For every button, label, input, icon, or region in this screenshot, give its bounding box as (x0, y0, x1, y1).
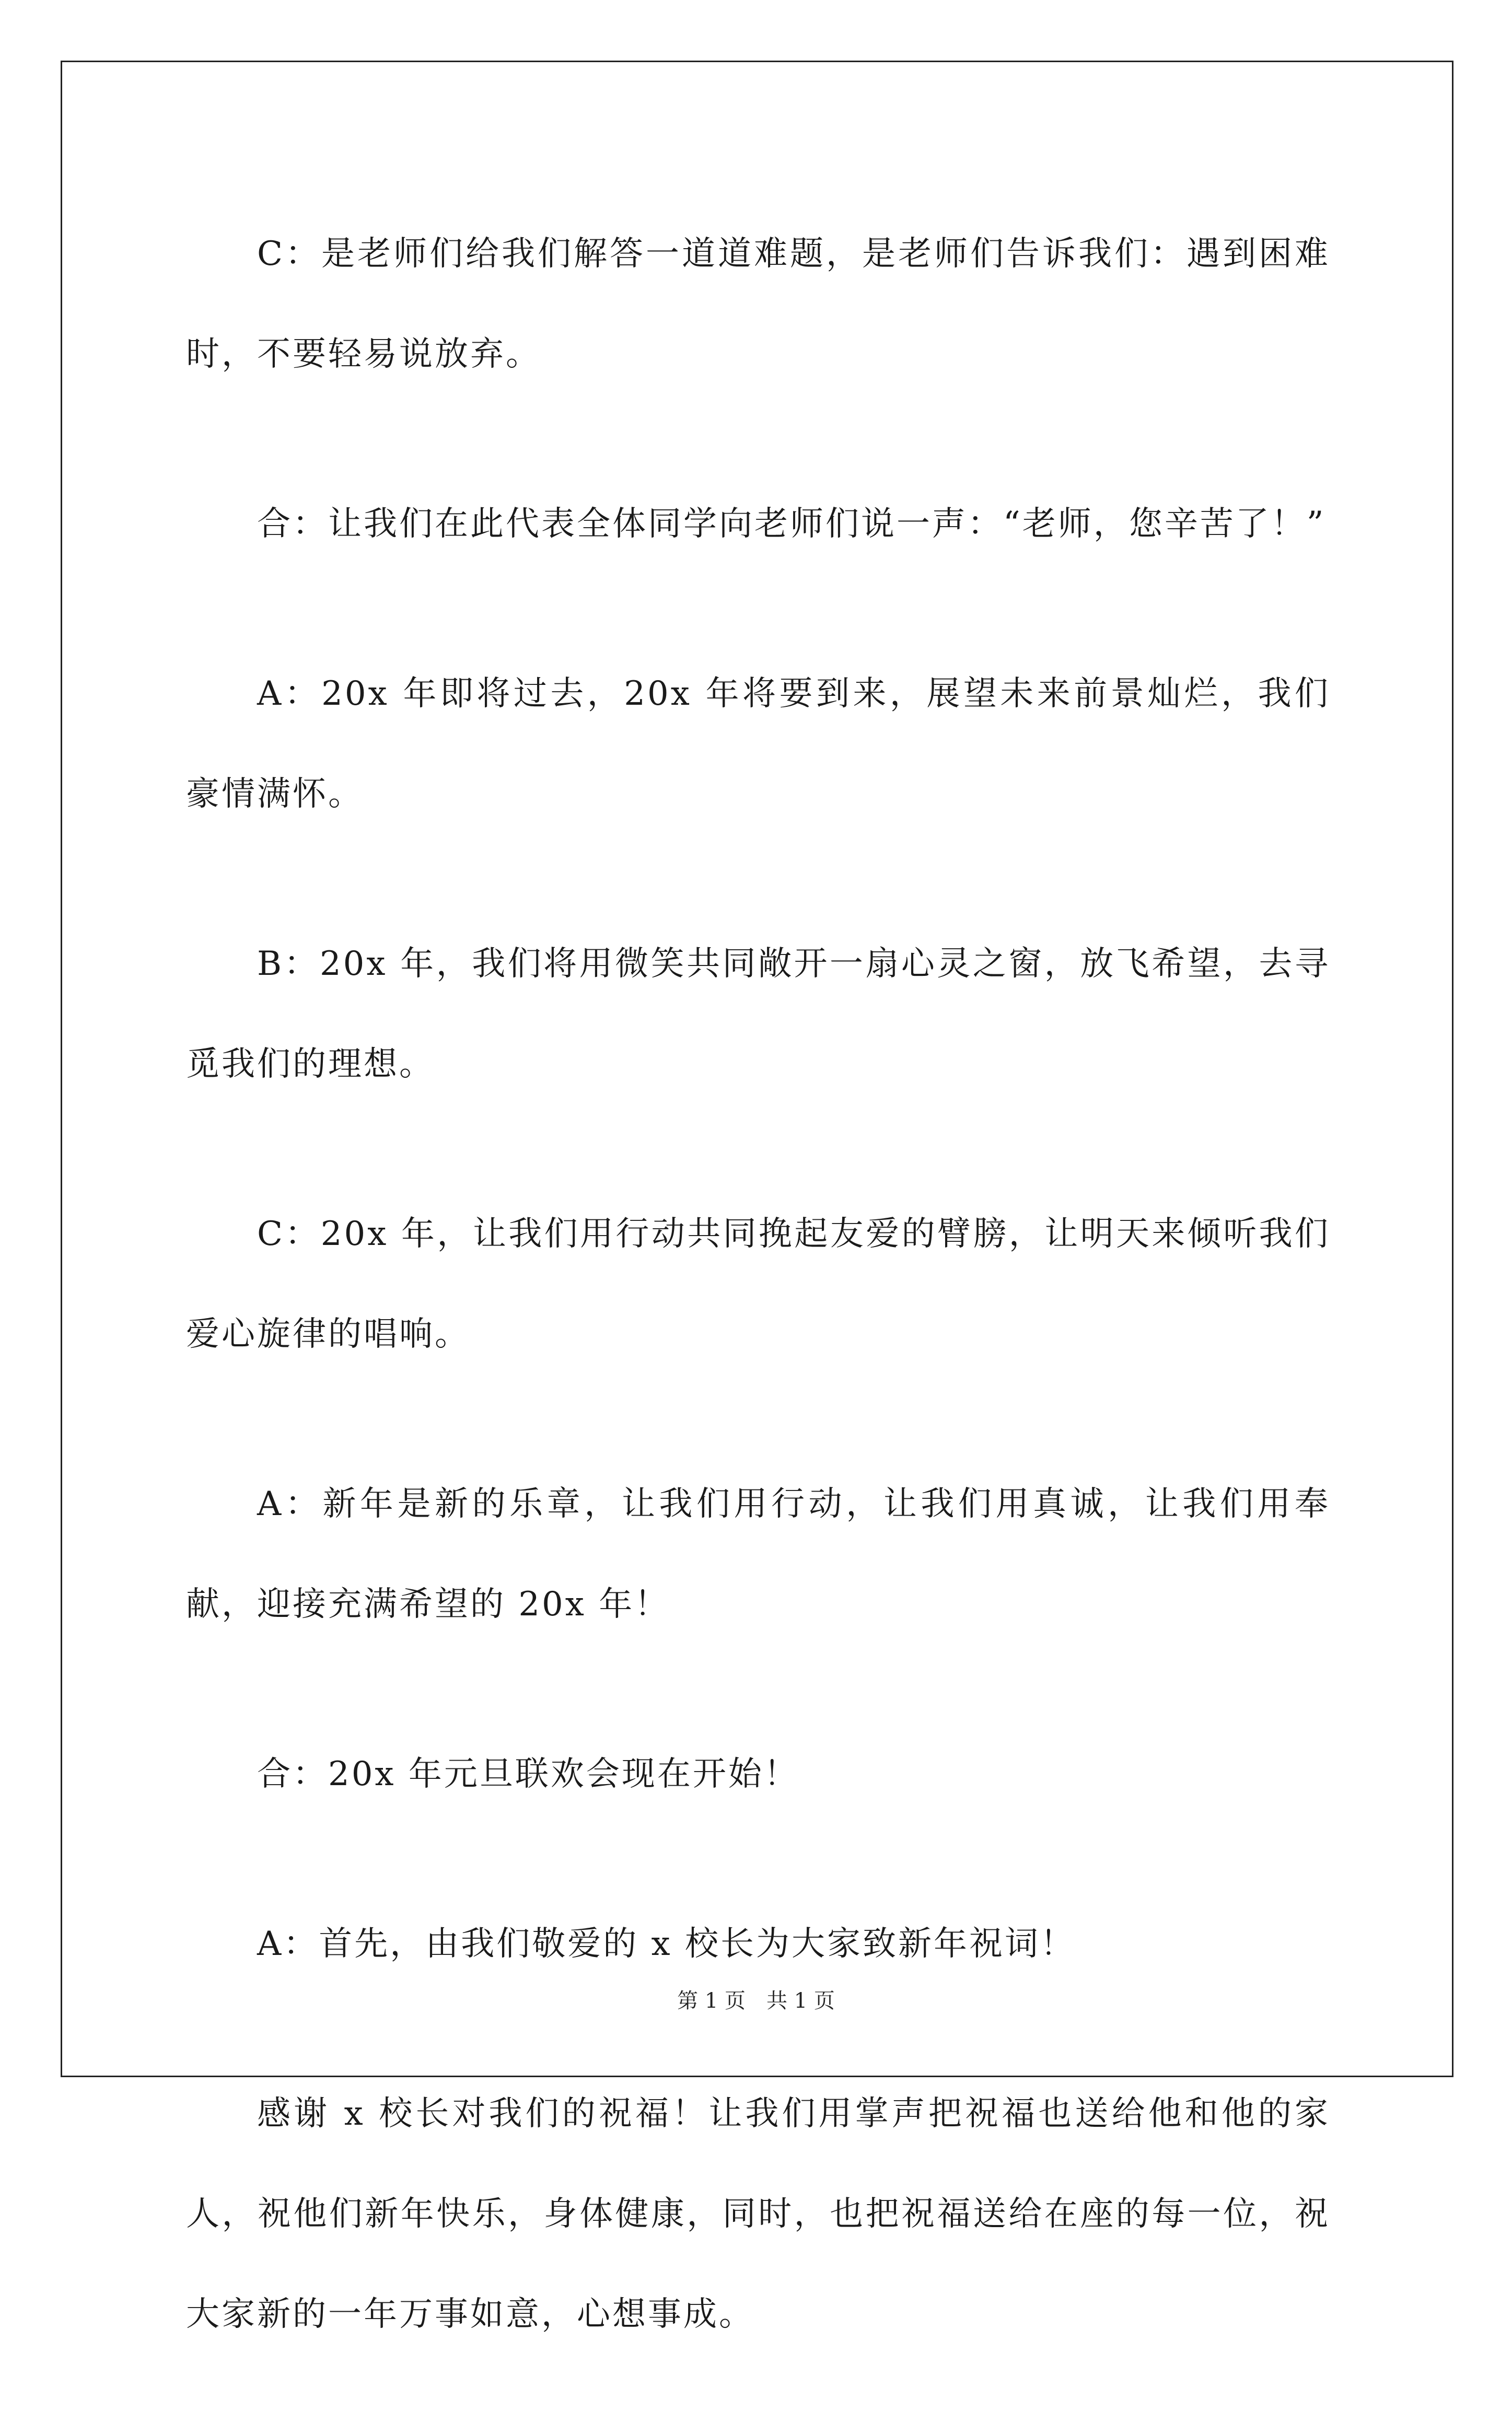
paragraph: A：首先，由我们敬爱的 x 校长为大家致新年祝词！ (257, 1925, 1076, 1963)
paragraph: C：20x 年，让我们用行动共同挽起友爱的臂膀，让明天来倾听我们爱心旋律的唱响。 (186, 1215, 1330, 1354)
paragraph: A：20x 年即将过去，20x 年将要到来，展望未来前景灿烂，我们豪情满怀。 (186, 674, 1330, 813)
paragraph: 合：让我们在此代表全体同学向老师们说一声：“老师，您辛苦了！” (257, 505, 1326, 543)
paragraph: C：是老师们给我们解答一道道难题，是老师们告诉我们：遇到困难时，不要轻易说放弃。 (186, 235, 1330, 374)
paragraph: 合：20x 年元旦联欢会现在开始！ (257, 1755, 799, 1794)
document-body (186, 204, 1330, 2434)
page-number-footer: 第 1 页 共 1 页 (677, 1989, 835, 2013)
paragraph: 感谢 x 校长对我们的祝福！让我们用掌声把祝福也送给他和他的家人，祝他们新年快乐，身体健康，同时，也把祝福送给在座的每一位，祝大家新的一年万事如意，心想事成。 (186, 2094, 1330, 2334)
paragraph: A：新年是新的乐章，让我们用行动，让我们用真诚，让我们用奉献，迎接充满希望的 20x 年！ (186, 1485, 1330, 1624)
paragraph: B：20x 年，我们将用微笑共同敞开一扇心灵之窗，放飞希望，去寻觅我们的理想。 (186, 945, 1330, 1084)
